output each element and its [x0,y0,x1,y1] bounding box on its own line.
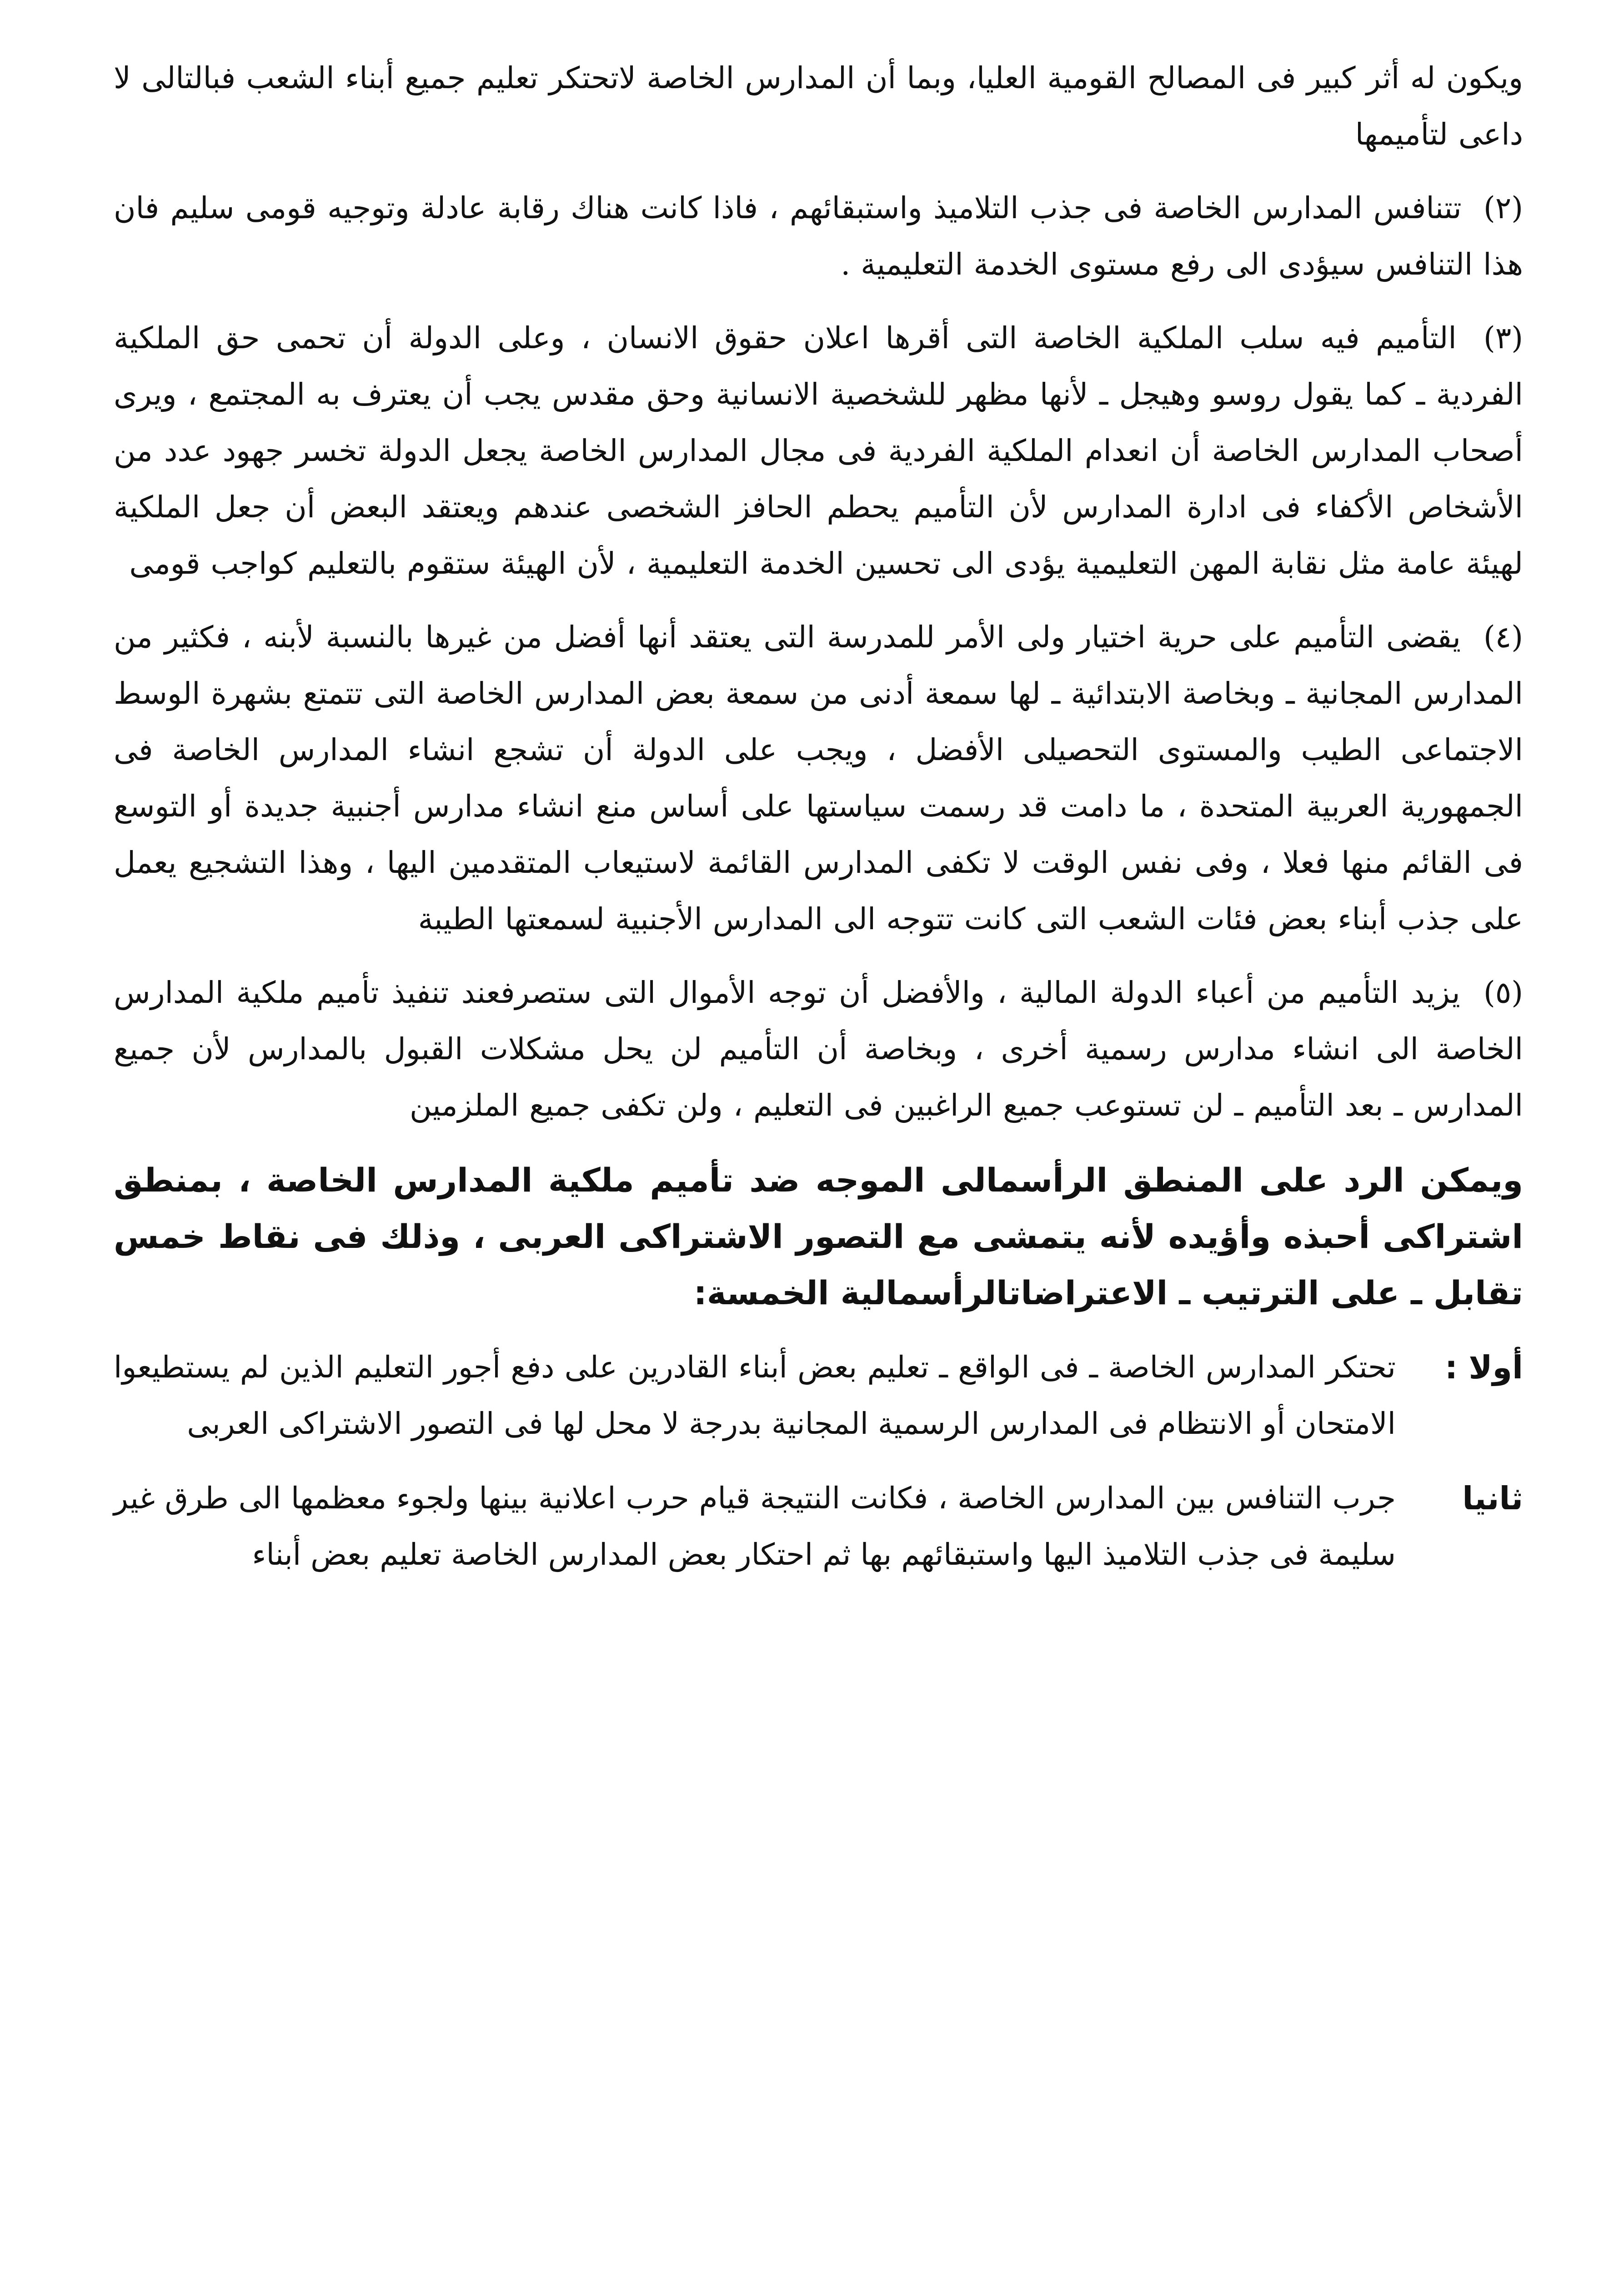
point-label: ثانيا [1462,1480,1523,1517]
point-label: أولا : [1445,1349,1523,1386]
paragraph-number: (٢) [1484,190,1523,225]
bold-paragraph: ويمكن الرد على المنطق الرأسمالى الموجه ضد تأميم ملكية المدارس الخاصة ، بمنطق اشتراكى أحبذه وأؤيده لأنه يتمشى مع التصور الاشتراكى العربى ، وذلك فى نقاط خمس تقابل ـ على الترتيب ـ الاعتراضاتالرأسمالية الخمسة: [114,1161,1523,1312]
paragraph-text: التأميم فيه سلب الملكية الخاصة التى أقرها اعلان حقوق الانسان ، وعلى الدولة أن تحمى حق الملكية الفردية ـ كما يقول روسو وهيجل ـ لأنها مظهر للشخصية الانسانية وحق مقدس يجب أن يعترف به المجتمع ، ويرى أصحاب المدارس الخاصة أن انعدام الملكية الفردية فى مجال المدارس الخاصة يجعل الدولة تخسر جهود عدد من الأشخاص الأكفاء فى ادارة المدارس لأن التأميم يحطم الحافز الشخصى عندهم ويعتقد البعض أن جعل الملكية لهيئة عامة مثل نقابة المهن التعليمية يؤدى الى تحسين الخدمة التعليمية ، لأن الهيئة ستقوم بالتعليم كواجب قومى [114,320,1523,581]
paragraph-text: يزيد التأميم من أعباء الدولة المالية ، والأفضل أن توجه الأموال التى ستصرفعند تنفيذ تأميم ملكية المدارس الخاصة الى انشاء مدارس رسمية أخرى ، وبخاصة أن التأميم لن يحل مشكلات القبول بالمدارس لأن جميع المدارس ـ بعد التأميم ـ لن تستوعب جميع الراغبين فى التعليم ، ولن تكفى جميع الملزمين [114,975,1523,1123]
paragraph-2 [114,180,1523,293]
point-text: تحتكر المدارس الخاصة ـ فى الواقع ـ تعليم بعض أبناء القادرين على دفع أجور التعليم الذين لم يستطيعوا الامتحان أو الانتظام فى المدارس الرسمية المجانية بدرجة لا محل لها فى التصور الاشتراكى العربى [114,1350,1396,1441]
paragraph-3 [114,310,1523,592]
paragraph-5 [114,965,1523,1134]
paragraph-number: (٤) [1484,620,1523,655]
paragraph-intro [114,50,1523,163]
paragraph-4 [114,609,1523,947]
book-page [114,50,1523,2273]
paragraph-number: (٥) [1484,975,1523,1010]
paragraph-number: (٣) [1484,320,1523,355]
paragraph-text: تتنافس المدارس الخاصة فى جذب التلاميذ واستبقائهم ، فاذا كانت هناك رقابة عادلة وتوجيه قومى سليم فان هذا التنافس سيؤدى الى رفع مستوى الخدمة التعليمية . [114,190,1523,282]
paragraph-text: يقضى التأميم على حرية اختيار ولى الأمر للمدرسة التى يعتقد أنها أفضل من غيرها بالنسبة لأبنه ، فكثير من المدارس المجانية ـ وبخاصة الابتدائية ـ لها سمعة أدنى من سمعة بعض المدارس الخاصة التى تتمتع بشهرة الوسط الاجتماعى الطيب والمستوى التحصيلى الأفضل ، ويجب على الدولة أن تشجع انشاء المدارس الخاصة فى الجمهورية العربية المتحدة ، ما دامت قد رسمت سياستها على أساس منع انشاء مدارس أجنبية جديدة أو التوسع فى القائم منها فعلا ، وفى نفس الوقت لا تكفى المدارس القائمة لاستيعاب المتقدمين اليها ، وهذا التشجيع يعمل على جذب أبناء بعض فئات الشعب التى كانت تتوجه الى المدارس الأجنبية لسمعتها الطيبة [114,620,1523,936]
paragraph-text: ويكون له أثر كبير فى المصالح القومية العليا، وبما أن المدارس الخاصة لاتحتكر تعليم جميع أبناء الشعب فبالتالى لا داعى لتأميمها [114,60,1523,152]
point-text: جرب التنافس بين المدارس الخاصة ، فكانت النتيجة قيام حرب اعلانية بينها ولجوء معظمها الى طرق غير سليمة فى جذب التلاميذ اليها واستبقائهم بها ثم احتكار بعض المدارس الخاصة تعليم بعض أبناء [114,1481,1396,1572]
point-second [114,1470,1523,1583]
point-first [114,1339,1523,1452]
